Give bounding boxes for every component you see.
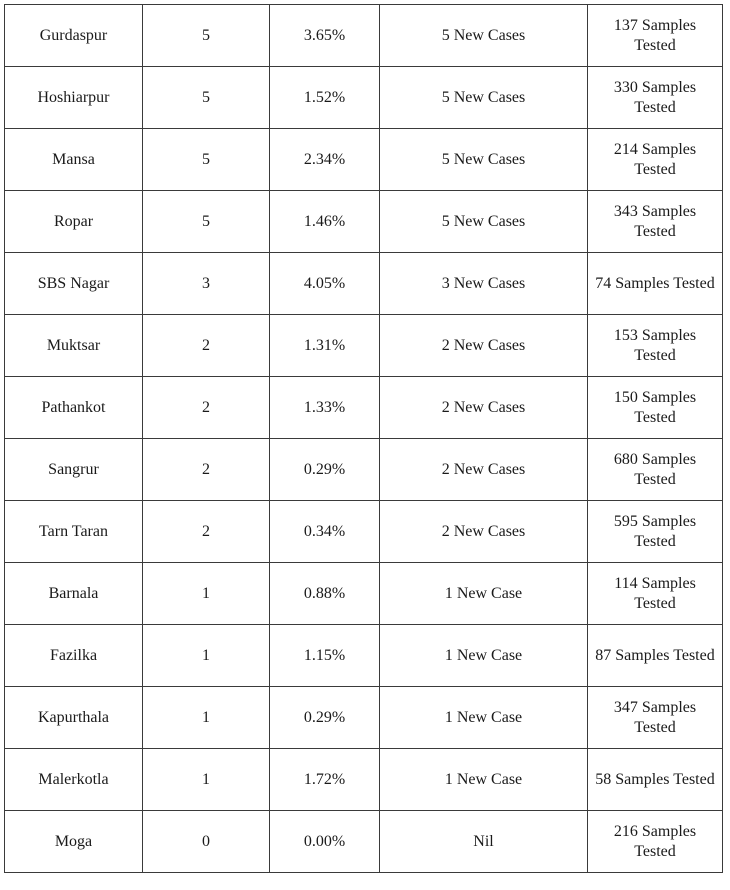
cases-count-cell: 1 (143, 687, 270, 749)
cases-count-cell: 1 (143, 749, 270, 811)
table-row (5, 811, 723, 873)
table-row (5, 563, 723, 625)
new-cases-cell: 2 New Cases (380, 501, 588, 563)
table-row (5, 5, 723, 67)
new-cases-cell: 5 New Cases (380, 129, 588, 191)
samples-tested-cell: 114 Samples Tested (588, 563, 723, 625)
district-cell: Tarn Taran (5, 501, 143, 563)
positivity-rate-cell: 3.65% (270, 5, 380, 67)
district-cell: SBS Nagar (5, 253, 143, 315)
positivity-rate-cell: 1.31% (270, 315, 380, 377)
district-covid-table (4, 4, 723, 873)
positivity-rate-cell: 4.05% (270, 253, 380, 315)
district-cell: Muktsar (5, 315, 143, 377)
table-row (5, 439, 723, 501)
positivity-rate-cell: 1.15% (270, 625, 380, 687)
cases-count-cell: 2 (143, 377, 270, 439)
cases-count-cell: 1 (143, 563, 270, 625)
district-cell: Malerkotla (5, 749, 143, 811)
district-cell: Moga (5, 811, 143, 873)
cases-count-cell: 2 (143, 501, 270, 563)
district-cell: Fazilka (5, 625, 143, 687)
samples-tested-cell: 214 Samples Tested (588, 129, 723, 191)
samples-tested-cell: 58 Samples Tested (588, 749, 723, 811)
positivity-rate-cell: 1.33% (270, 377, 380, 439)
table-row (5, 501, 723, 563)
samples-tested-cell: 680 Samples Tested (588, 439, 723, 501)
cases-count-cell: 0 (143, 811, 270, 873)
new-cases-cell: 5 New Cases (380, 5, 588, 67)
cases-count-cell: 5 (143, 129, 270, 191)
table-row (5, 625, 723, 687)
new-cases-cell: 2 New Cases (380, 439, 588, 501)
district-cell: Kapurthala (5, 687, 143, 749)
table-row (5, 191, 723, 253)
new-cases-cell: 5 New Cases (380, 191, 588, 253)
new-cases-cell: 1 New Case (380, 687, 588, 749)
district-cell: Pathankot (5, 377, 143, 439)
new-cases-cell: 3 New Cases (380, 253, 588, 315)
table-row (5, 315, 723, 377)
samples-tested-cell: 153 Samples Tested (588, 315, 723, 377)
samples-tested-cell: 137 Samples Tested (588, 5, 723, 67)
samples-tested-cell: 330 Samples Tested (588, 67, 723, 129)
positivity-rate-cell: 1.46% (270, 191, 380, 253)
positivity-rate-cell: 2.34% (270, 129, 380, 191)
new-cases-cell: Nil (380, 811, 588, 873)
cases-count-cell: 2 (143, 315, 270, 377)
new-cases-cell: 5 New Cases (380, 67, 588, 129)
samples-tested-cell: 347 Samples Tested (588, 687, 723, 749)
positivity-rate-cell: 0.88% (270, 563, 380, 625)
table-row (5, 67, 723, 129)
table-row (5, 377, 723, 439)
samples-tested-cell: 595 Samples Tested (588, 501, 723, 563)
district-cell: Hoshiarpur (5, 67, 143, 129)
positivity-rate-cell: 1.52% (270, 67, 380, 129)
district-cell: Gurdaspur (5, 5, 143, 67)
samples-tested-cell: 216 Samples Tested (588, 811, 723, 873)
samples-tested-cell: 87 Samples Tested (588, 625, 723, 687)
district-cell: Barnala (5, 563, 143, 625)
positivity-rate-cell: 0.34% (270, 501, 380, 563)
district-cell: Sangrur (5, 439, 143, 501)
table-body (5, 5, 723, 873)
new-cases-cell: 2 New Cases (380, 315, 588, 377)
table-row (5, 129, 723, 191)
table-row (5, 253, 723, 315)
cases-count-cell: 3 (143, 253, 270, 315)
positivity-rate-cell: 0.00% (270, 811, 380, 873)
samples-tested-cell: 150 Samples Tested (588, 377, 723, 439)
new-cases-cell: 1 New Case (380, 563, 588, 625)
cases-count-cell: 5 (143, 191, 270, 253)
positivity-rate-cell: 0.29% (270, 687, 380, 749)
positivity-rate-cell: 0.29% (270, 439, 380, 501)
new-cases-cell: 1 New Case (380, 625, 588, 687)
new-cases-cell: 2 New Cases (380, 377, 588, 439)
cases-count-cell: 2 (143, 439, 270, 501)
table-row (5, 749, 723, 811)
district-cell: Mansa (5, 129, 143, 191)
new-cases-cell: 1 New Case (380, 749, 588, 811)
positivity-rate-cell: 1.72% (270, 749, 380, 811)
samples-tested-cell: 74 Samples Tested (588, 253, 723, 315)
district-cell: Ropar (5, 191, 143, 253)
cases-count-cell: 1 (143, 625, 270, 687)
samples-tested-cell: 343 Samples Tested (588, 191, 723, 253)
table-row (5, 687, 723, 749)
cases-count-cell: 5 (143, 67, 270, 129)
cases-count-cell: 5 (143, 5, 270, 67)
